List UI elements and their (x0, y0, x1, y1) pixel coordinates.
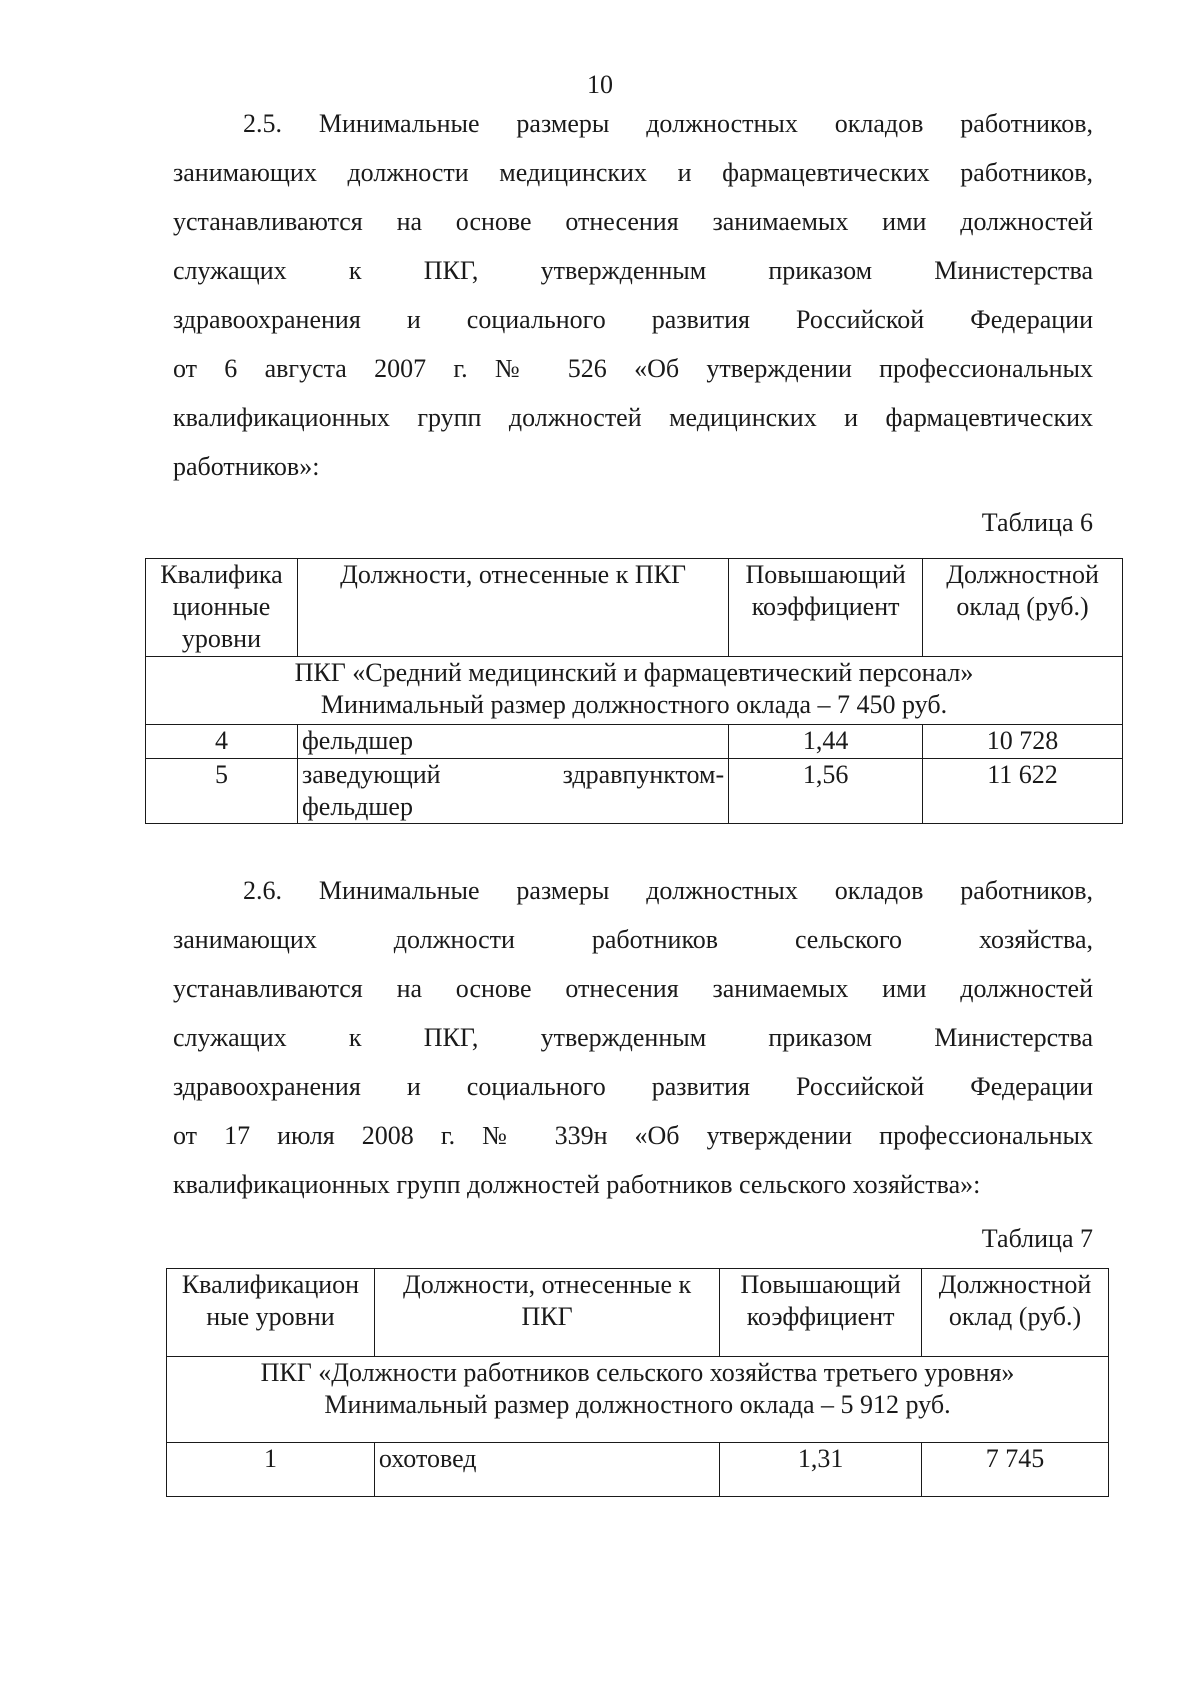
table-6-caption: Таблица 6 (981, 508, 1093, 537)
table-row (146, 759, 1123, 824)
section-2-5-paragraph (173, 99, 1093, 491)
group-header-cell (167, 1357, 1109, 1443)
table-header-row (146, 559, 1123, 657)
table-6 (145, 558, 1123, 824)
cell-position: заведующий здравпунктом- фельдшер (297, 759, 728, 824)
cell-level: 1 (167, 1443, 375, 1497)
group-header-cell (146, 657, 1123, 725)
header-cell-levels: Квалификацион ные уровни (167, 1269, 375, 1357)
header-cell-positions: Должности, отнесенные к ПКГ (374, 1269, 719, 1357)
paragraph-line: устанавливаются на основе отнесения занимаемых ими должностей (173, 207, 1093, 236)
paragraph-line: от 6 августа 2007 г. № 526 «Об утверждении профессиональных (173, 354, 1093, 383)
paragraph-line: здравоохранения и социального развития Российской Федерации (173, 1072, 1093, 1101)
group-title: ПКГ «Должности работников сельского хозяйства третьего уровня» (260, 1358, 1015, 1387)
paragraph-line: служащих к ПКГ, утвержденным приказом Министерства (173, 1023, 1093, 1052)
cell-salary: 7 745 (922, 1443, 1109, 1497)
table-header-row (167, 1269, 1109, 1357)
header-cell-salary: Должностной оклад (руб.) (922, 1269, 1109, 1357)
header-cell-positions: Должности, отнесенные к ПКГ (297, 559, 728, 657)
cell-coefficient: 1,56 (729, 759, 923, 824)
section-2-6-paragraph (173, 866, 1093, 1209)
cell-position: охотовед (374, 1443, 719, 1497)
cell-position: фельдшер (297, 725, 728, 759)
paragraph-line: от 17 июля 2008 г. № 339н «Об утверждении профессиональных (173, 1121, 1093, 1150)
paragraph-line: занимающих должности медицинских и фармацевтических работников, (173, 158, 1093, 187)
paragraph-line: устанавливаются на основе отнесения занимаемых ими должностей (173, 974, 1093, 1003)
group-min-salary: Минимальный размер должностного оклада – 7 450 руб. (320, 690, 948, 719)
paragraph-line: работников»: (173, 452, 320, 481)
table-group-row (146, 657, 1123, 725)
table-group-row (167, 1357, 1109, 1443)
table-7 (166, 1268, 1109, 1497)
cell-level: 4 (146, 725, 298, 759)
cell-coefficient: 1,44 (729, 725, 923, 759)
table-7-caption: Таблица 7 (981, 1224, 1093, 1253)
cell-level: 5 (146, 759, 298, 824)
header-cell-coefficient: Повышающий коэффициент (720, 1269, 922, 1357)
table-row (167, 1443, 1109, 1497)
header-cell-coefficient: Повышающий коэффициент (729, 559, 923, 657)
paragraph-line: занимающих должности работников сельского хозяйства, (173, 925, 1093, 954)
cell-salary: 11 622 (923, 759, 1123, 824)
group-title: ПКГ «Средний медицинский и фармацевтический персонал» (294, 658, 974, 687)
header-cell-levels: Квалифика ционные уровни (146, 559, 298, 657)
paragraph-line: служащих к ПКГ, утвержденным приказом Министерства (173, 256, 1093, 285)
paragraph-line: квалификационных групп должностей медицинских и фармацевтических (173, 403, 1093, 432)
table-row (146, 725, 1123, 759)
page-number: 10 (587, 70, 613, 99)
group-min-salary: Минимальный размер должностного оклада – 5 912 руб. (324, 1390, 951, 1419)
paragraph-line: 2.5. Минимальные размеры должностных окладов работников, (243, 109, 1093, 138)
header-cell-salary: Должностной оклад (руб.) (923, 559, 1123, 657)
paragraph-line: здравоохранения и социального развития Российской Федерации (173, 305, 1093, 334)
paragraph-line: квалификационных групп должностей работников сельского хозяйства»: (173, 1170, 981, 1199)
paragraph-line: 2.6. Минимальные размеры должностных окладов работников, (243, 876, 1093, 905)
cell-coefficient: 1,31 (720, 1443, 922, 1497)
cell-salary: 10 728 (923, 725, 1123, 759)
